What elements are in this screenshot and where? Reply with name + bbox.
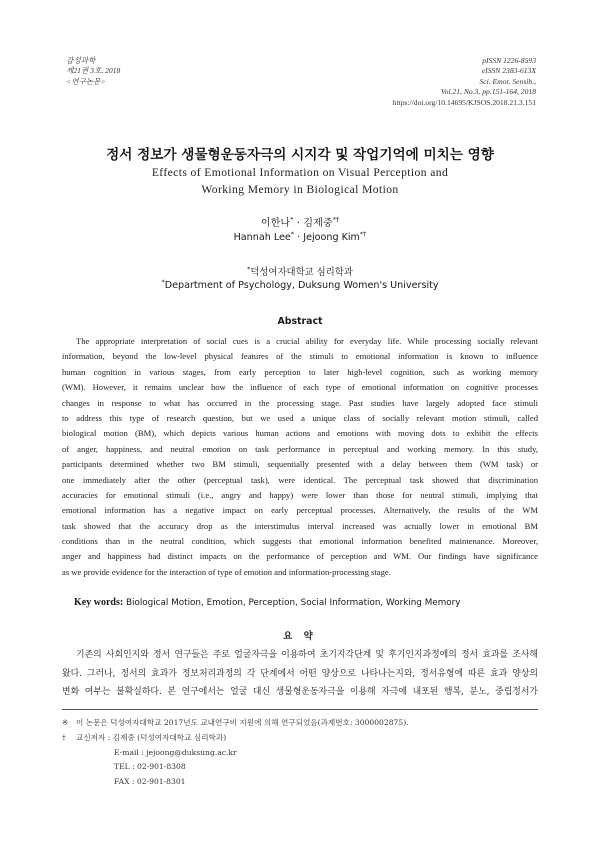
footnote-mark: † [62,732,66,742]
title-english [0,164,600,198]
author-2-mark: *† [359,229,367,238]
abstract-line: (WM). However, it remains unclear how the influence of each type of emotional information on cognitive processes [62,382,538,393]
korean-summary-line: 왔다. 그러나, 정서의 효과가 정보처리과정의 각 단계에서 어떤 양상으로 나타나는지와, 정서유형에 따른 효과 양상의 [62,668,538,679]
eissn: eISSN 2383-613X [481,66,536,76]
abstract-line: participants determined whether two BM stimuli, sequentially presented with a delay between them (WM task) or [62,459,538,470]
footnote-mark: ※ [62,718,69,727]
pissn: pISSN 1226-8593 [482,56,536,65]
author-1-en: Hannah Lee [233,232,291,243]
korean-summary-body [62,646,538,702]
abstract-line: anger and happiness had distinct impacts on the performance of perception and WM. Our findings have significance [62,551,538,562]
funding-text: 이 논문은 덕성여자대학교 2017년도 교내연구비 지원에 의해 연구되었음(과제번호: 3000002875). [76,718,409,727]
author-separator: · [293,218,304,229]
author-2-ko: 김제중 [303,218,333,229]
author-2-mark: *† [332,215,340,224]
abstract-line: changes in response to what has occurred in the processing stage. Past studies have largely adopted face stimuli [62,397,538,408]
affiliation-mark: * [247,264,251,273]
volume-pages: Vol.21, No.3, pp.151-164, 2018 [440,87,536,97]
korean-summary-heading: 요 약 [283,631,317,642]
author-separator: · [294,232,304,243]
keywords-label: Key words: [74,597,124,608]
abstract-heading: Abstract [277,316,323,327]
abstract-body [62,334,538,580]
abstract-line: to address this type of research question, but we used a unique class of socially relevant motion stimuli, called [62,412,538,423]
abstract-line: of anger, happiness, and neutral emotion on task performance in perceptual and working memory. In this study, [62,443,538,454]
corresponding-author-footnote [62,731,538,746]
affiliation-ko-text: 덕성여자대학교 심리학과 [250,267,353,278]
title-english-line-2: Working Memory in Biological Motion [201,183,399,196]
abstract-line: human cognition in various stages, from early perception to later high-level cognition, such as working memory [62,366,538,377]
funding-footnote [62,716,538,731]
affiliation-english [0,277,600,291]
authors-english [0,229,600,243]
abstract-line: emotional information has a negative impact on early perceptual processes. Alternatively, the results of the WM [62,505,538,516]
affiliation-mark: * [161,277,165,286]
contact-email[interactable]: E-mail : jejoong@duksung.ac.kr [114,747,237,757]
affiliation-en-text: Department of Psychology, Duksung Women's University [164,280,439,291]
abstract-line: conditions than in the neutral condition, which suggests that emotional information benefited maintenance. Moreover, [62,536,538,547]
abstract-line: information, beyond the low-level physical features of the stimuli to emotional information is known to influence [62,351,538,362]
contact-fax: FAX : 02-901-8301 [114,777,186,787]
author-1-mark: * [290,215,294,224]
journal-name: 감성과학 [66,56,96,65]
author-1-ko: 이한나 [260,218,291,229]
korean-summary-line: 기존의 사회인지와 정서 연구들은 주로 얼굴자극을 이용하여 초기지각단계 및 후기인지과정에의 정서 효과를 조사해 [76,650,538,660]
keywords-text: Biological Motion, Emotion, Perception, Social Information, Working Memory [125,598,461,608]
author-1-mark: * [290,229,295,238]
article-type: <연구논문> [66,76,106,86]
title-english-line-1: Effects of Emotional Information on Visual Perception and [151,166,449,179]
footnotes [62,716,538,790]
author-2-en: Jejoong Kim [303,232,360,243]
footnote-divider [62,709,538,710]
abstract-line: task showed that the accuracy drop as the interstimulus interval increased was actually lower in emotional BM [62,520,538,531]
authors-korean [0,214,600,229]
abstract-line: The appropriate interpretation of social cues is a crucial ability for everyday life. While processing socially relevant [76,336,538,346]
corresponding-author-text: 교신저자 : 김제중 (덕성여자대학교 심리학과) [76,732,227,742]
journal-header-right [393,56,536,108]
korean-summary-line: 변화 여부는 불확실하다. 본 연구에서는 얼굴 대신 생물형운동자극을 이용해 자극에 내포된 행복, 분노, 중립정서가 [62,687,538,698]
abstract-line: as we provide evidence for the interaction of type of emotion and information-processing stage. [62,566,391,577]
contact-tel: TEL : 02-901-8308 [114,762,186,772]
journal-volume: 제21권 3호, 2018 [66,66,121,76]
abstract-line: biological motion (BM), which depicts various human actions and emotions with moving dots to exhibit the effects [62,428,538,439]
abstract-line: one immediately after the other (perceptual task), were identical. The perceptual task showed that discrimination [62,474,538,485]
title-korean: 정서 정보가 생물형운동자극의 시지각 및 작업기억에 미치는 영향 [106,147,494,163]
journal-header-left [66,56,120,87]
abstract-line: accuracies for emotional stimuli (i.e., angry and happy) were lower than those for neutral stimuli, implying that [62,489,538,500]
affiliation-korean [0,264,600,278]
journal-abbrev: Sci. Emot. Sensib., [479,76,536,86]
doi-link[interactable]: https://doi.org/10.14695/KJSOS.2018.21.3.151 [392,97,536,107]
keywords [74,597,460,608]
